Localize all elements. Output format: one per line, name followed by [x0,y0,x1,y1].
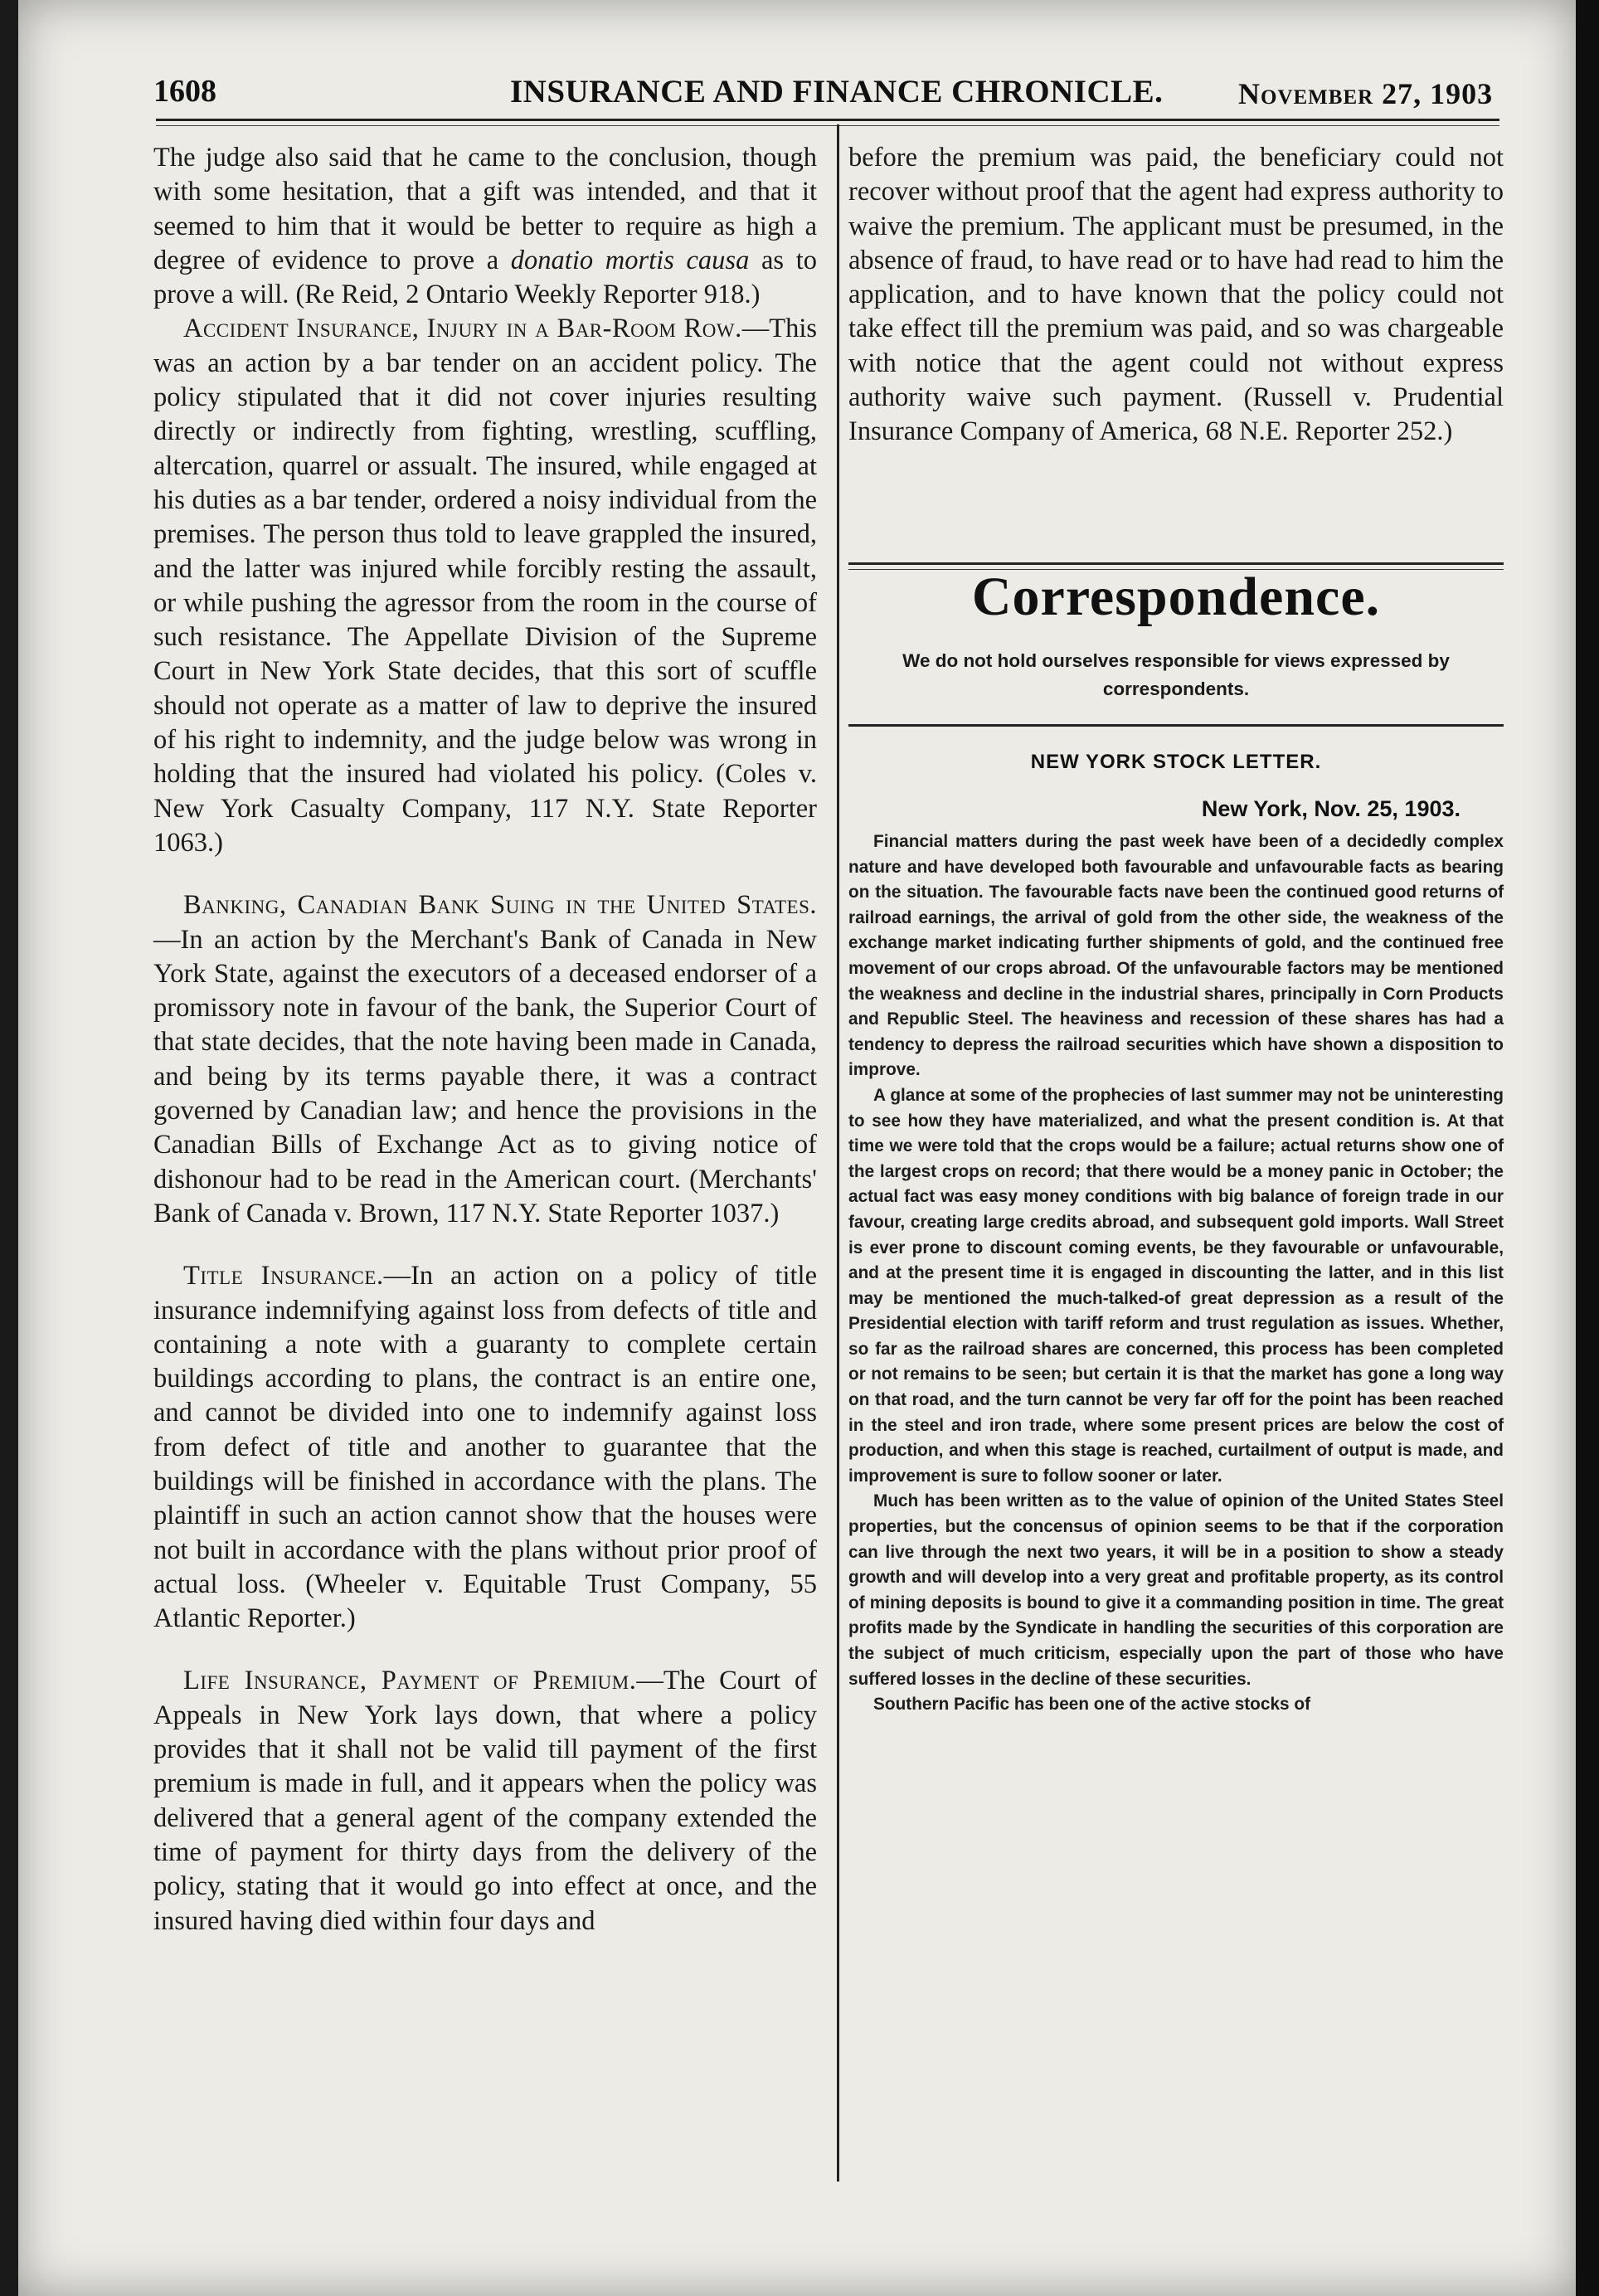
letter-paragraph: A glance at some of the prophecies of last summer may not be uninteresting to see how they have materialized, and what the present condition is. At that time we were told that the crops would be a failure; actual returns show one of the largest crops on record; that there would be a money panic in October; the actual fact was easy money conditions with big balance of foreign trade in our favour, creating large credits abroad, and subsequent gold imports. Wall Street is ever prone to discount coming events, be they favourable or unfavourable, and at the present time it is engaged in discounting the latter, and in this list may be mentioned the much-talked-of great depression as a result of the Presidential election with tariff reform and trust regulation as issues. Whether, so far as the railroad shares are concerned, this process has been completed or not remains to be seen; but certain it is that the market has gone a long way on that road, and the turn cannot be very far off for the point has been reached in the steel and iron trade, where some present prices are below the cost of production, and when this stage is reached, curtailment of output is made, and improvement is sure to follow sooner or later. [848,1085,1504,1486]
paragraph-text: as to prove a will. (Re Reid, 2 Ontario Weekly Reporter 918.) [153,245,817,310]
paragraph-gift-conclusion [153,141,817,312]
header-rule-thin [156,125,1499,126]
letter-heading: NEW YORK STOCK LETTER. [1030,751,1322,773]
running-header [0,66,1599,116]
paragraph-life-insurance [153,1664,817,1938]
paragraph-title-insurance [153,1259,817,1636]
section-heading: Banking, Canadian Bank Suing in the United States. [183,890,817,921]
paragraph-text: —In an action by the Merchant's Bank of Canada in New York State, against the executors of a deceased endorser of a promissory note in favour of the bank, the Superior Court of that state decides, that the note having been made in Canada, and being by its terms payable there, it was a contract governed by Canadian law; and hence the provisions in the Canadian Bills of Exchange Act as to giving notice of dishonour had to be read in the American court. (Merchants' Bank of Canada v. Brown, 117 N.Y. State Reporter 1037.) [153,924,817,1228]
scan-edge [1576,0,1599,2296]
letter-paragraph: Financial matters during the past week have been of a decidedly complex nature and have developed both favourable and unfavourable facts as bearing on the situation. The favourable facts nave been the continued good returns of railroad earnings, the arrival of gold from the other side, the weakness of the exchange market indicating further shipments of gold, and the continued free movement of our crops abroad. Of the unfavourable factors may be mentioned the weakness and decline in the industrial shares, principally in Corn Products and Republic Steel. The heaviness and recession of these shares has had a tendency to depress the railroad securities which have shown a disposition to improve. [848,832,1504,1080]
stock-letter [848,829,1504,1718]
letter-paragraph: Southern Pacific has been one of the active stocks of [873,1695,1310,1715]
paragraph-banking [153,888,817,1231]
paragraph-continuation: before the premium was paid, the beneficiary could not recover without proof that the agent had express authority to waive the premium. The applicant must be presumed, in the absence of fraud, to have read or to have had read to him the application, and to have known that the policy could not take effect till the premium was paid, and so was chargeable with notice that the agent could not without express authority waive such payment. (Russell v. Prudential Insurance Company of America, 68 N.E. Reporter 252.) [848,143,1504,447]
right-column-continuation [848,141,1504,450]
section-heading: Title Insurance. [183,1261,384,1292]
disclaimer: We do not hold ourselves responsible for views expressed by correspondents. [902,650,1450,699]
correspondence-heading: Correspondence. [971,567,1381,627]
paragraph-text: —This was an action by a bar tender on an accident policy. The policy stipulated that it did not cover injuries resulting directly or indirectly from fighting, wrestling, scuffling, altercation, quarrel or assualt. The insured, while engaged at his duties as a bar tender, ordered a noisy individual from the premises. The person thus told to leave grappled the insured, and the latter was injured while forcibly resting the assault, or while pushing the agressor from the room in the course of such resistance. The Appellate Division of the Supreme Court in New York State decides, that this sort of scuffle should not operate as a matter of law to deprive the insured of his right to indemnity, and the judge below was wrong in holding that the insured had violated his policy. (Coles v. New York Casualty Company, 117 N.Y. State Reporter 1063.) [153,314,817,858]
section-heading: Life Insurance, Payment of Premium. [183,1666,637,1696]
section-rule [848,724,1504,727]
letter-paragraph: Much has been written as to the value of opinion of the United States Steel properties, but the concensus of opinion seems to be that if the corporation can live through the next two years, it will be in a position to show a steady growth and will develop into a very great and profitable property, as its control of mining deposits is bound to give it a commanding position in time. The great profits made by the Syndicate in handling the securities of this corporation are the subject of much criticism, especially upon the part of those who have suffered losses in the decline of these securities. [848,1491,1504,1689]
dateline [848,796,1504,822]
header-rule [156,119,1499,121]
column-divider [837,124,839,2182]
paragraph-text: —In an action on a policy of title insurance indemnifying against loss from defects of title and containing a note with a guaranty to complete certain buildings according to plans, the contract is an entire one, and cannot be divided into one to indemnify against loss from defect of title and another to guarantee that the buildings will be finished in accordance with the plans. The plaintiff in such an action cannot show that the houses were not built in accordance with the plans without prior proof of actual loss. (Wheeler v. Equitable Trust Company, 55 Atlantic Reporter.) [153,1261,817,1634]
publication-title: INSURANCE AND FINANCE CHRONICLE. [510,74,1164,109]
page-number: 1608 [153,74,216,109]
section-rule [848,562,1504,565]
issue-date: November 27, 1903 [1238,77,1494,110]
dateline-text: New York, Nov. 25, 1903. [1201,796,1460,821]
paragraph-text: The judge also said that he came to the conclusion, though with some hesitation, that a gift was intended, and that it seemed to him that it would be better to require as high a degree of evidence to prove a [153,143,817,275]
section-heading: Accident Insurance, Injury in a Bar-Room Row. [183,314,742,344]
paragraph-accident-insurance [153,312,817,860]
latin-term: donatio mortis causa [510,245,750,275]
paragraph-text: —The Court of Appeals in New York lays down, that where a policy provides that it shall not be valid till payment of the first premium is made in full, and it appears when the policy was delivered that a general agent of the company extended the time of payment for thirty days from the delivery of the policy, stating that it would go into effect at once, and the insured having died within four days and [153,1666,817,1936]
left-column [153,141,817,1938]
